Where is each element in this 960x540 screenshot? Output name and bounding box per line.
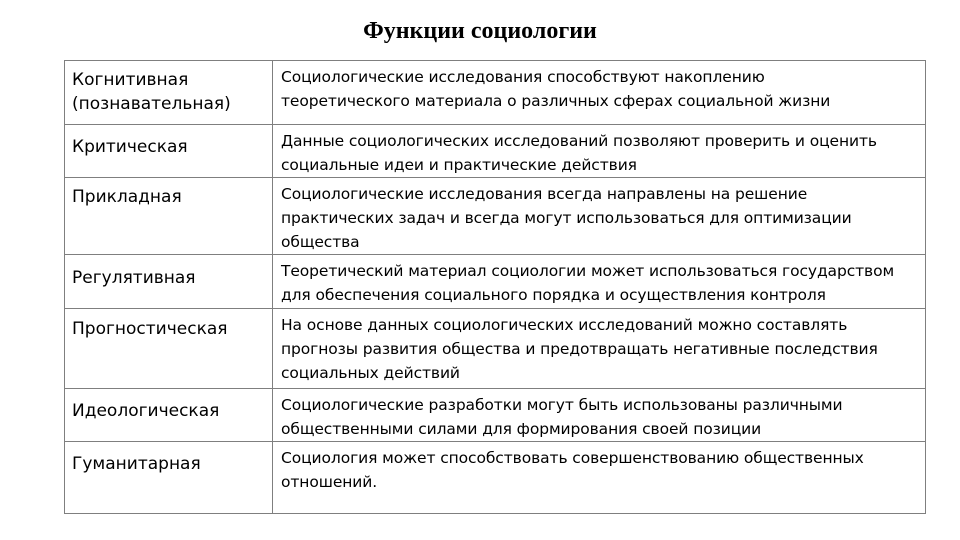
function-description: практических задач и всегда могут использоваться для оптимизации (281, 209, 852, 227)
function-description: Теоретический материал социологии может использоваться государством (281, 262, 895, 280)
function-description: Социологические исследования всегда направлены на решение (281, 185, 808, 203)
function-description: отношений. (281, 473, 378, 491)
function-description: социальные идеи и практические действия (281, 156, 637, 174)
function-name: Гуманитарная (72, 454, 201, 474)
function-description: теоретического материала о различных сферах социальной жизни (281, 92, 831, 110)
table-row (65, 125, 926, 178)
function-description-cell (273, 125, 926, 178)
function-name-cell (65, 389, 273, 442)
function-description: общества (281, 233, 360, 251)
page-title (0, 16, 960, 46)
function-description: Социологические разработки могут быть использованы различными (281, 396, 843, 414)
function-description: Данные социологических исследований позволяют проверить и оценить (281, 132, 877, 150)
table-row (65, 389, 926, 442)
function-description-cell (273, 61, 926, 125)
function-description: Социологические исследования способствуют накоплению (281, 68, 765, 86)
function-description: На основе данных социологических исследований можно составлять (281, 316, 848, 334)
table-row (65, 309, 926, 389)
function-name: Критическая (72, 137, 188, 157)
table-row (65, 61, 926, 125)
function-description-cell (273, 178, 926, 255)
table-row (65, 255, 926, 309)
function-description: Социология может способствовать совершенствованию общественных (281, 449, 864, 467)
function-name-cell (65, 61, 273, 125)
function-name-cell (65, 442, 273, 514)
table-row (65, 442, 926, 514)
function-name-cell (65, 125, 273, 178)
function-name: Регулятивная (72, 268, 196, 288)
function-name-cell (65, 309, 273, 389)
function-name: (познавательная) (72, 94, 231, 114)
function-description-cell (273, 309, 926, 389)
function-name-cell (65, 178, 273, 255)
table-row (65, 178, 926, 255)
function-description-cell (273, 255, 926, 309)
function-name: Прогностическая (72, 319, 228, 339)
page-title-text: Функции социологии (363, 18, 597, 44)
function-name-cell (65, 255, 273, 309)
function-name: Идеологическая (72, 401, 220, 421)
function-description: для обеспечения социального порядка и осуществления контроля (281, 286, 826, 304)
functions-table (64, 60, 926, 514)
function-description-cell (273, 389, 926, 442)
function-name: Прикладная (72, 187, 182, 207)
function-description-cell (273, 442, 926, 514)
function-description: прогнозы развития общества и предотвращать негативные последствия (281, 340, 878, 358)
function-name: Когнитивная (72, 70, 189, 90)
function-description: общественными силами для формирования своей позиции (281, 420, 762, 438)
function-description: социальных действий (281, 364, 460, 382)
